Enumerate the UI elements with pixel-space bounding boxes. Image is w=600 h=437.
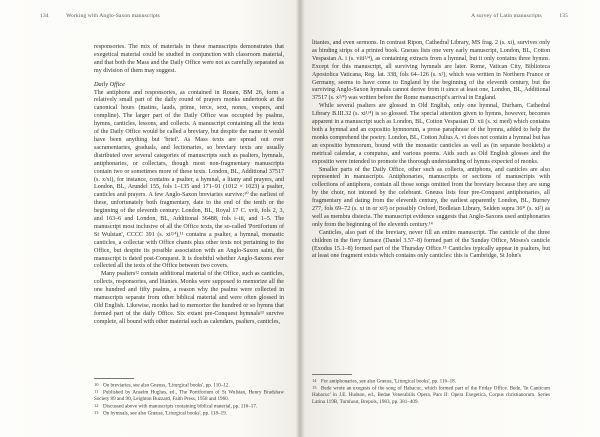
section-heading-daily-office: Daily Office [94, 80, 125, 88]
footnote-11: 11 Published by Anselm Hughes, ed., The Portiforium of St Wulstan, Henry Bradshaw Society 89 and 90, Leighton Buzzard, Faith Press, 1958 and 1960. [94, 389, 284, 403]
left-paragraph-3: Many psalters¹² contain additional material of the Office, such as canticles, collects, responsories, and litanies. Monks were supposed to memorize all the one hundred and fifty psalms, a reason why the psalms were collected in manuscripts separate from other biblical material and were often glossed in Old English. Likewise, monks had to memorize the hundred or so hymns that formed part of the daily Office. Six extant pre-Conquest hymnals¹³ survive complete, all bound with other material such as calendars, psalters, canticles, [94, 271, 284, 325]
footnote-rule [94, 378, 134, 379]
footnote-14: 14 For antiphonaries, see also Gneuss, 'Liturgical books', pp. 116–18. [312, 378, 456, 385]
right-paragraph-1: litanies, and even sermons. In contrast Ripon, Cathedral Library, MS frag. 2 (s. xi), survives only as binding strips of a printed book. Gneuss lists one very early manuscript, London, BL, Cotton Vespasian A. i (s. viii²/⁴), as containing extracts from a hymnal, but it only contains three hymns. Except for this manuscript, all surviving hymnals are later. Rome, Vatican City, Biblioteca Apostolica Vaticana, Reg. lat. 338, fols 64–126 (s. x²), which was written in Northern France or Germany, seems to have come to England by the beginning of the eleventh century, but the surviving Anglo-Saxon hymnals cannot derive from it since at least one, London, BL, Additional 37517 (s. x²/⁴) was written before the Rome manuscript's arrival in England. [312, 40, 550, 102]
right-footnotes [312, 374, 550, 405]
right-paragraph-4: Canticles, also part of the breviary, never fill an entire manuscript. The canticle of the three children in the fiery furnace (Daniel 3.57–8) formed part of the Sunday Office, Moses's canticle (Exodus 15.1–8) formed part of the Thursday Office.¹⁵ Canticles typically appear in psalters, but at least one fragment exists which contains only canticles: this is Cambridge, St John's [312, 229, 550, 260]
right-body-text [312, 40, 550, 261]
left-running-head [40, 13, 160, 19]
right-running-head [471, 13, 568, 19]
right-paragraph-2: While several psalters are glossed in Old English, only one hymnal, Durham, Cathedral Library B.III.32 (s. xi¹/⁴) is so glossed. The special attention given to hymns, however, becomes apparent in a manuscript such as London, BL, Cotton Vespasian D. xii (s. xi med) which contains both a hymnal and an expositio hymnorum, a prose paraphrase of the hymns, added to help the monks comprehend the poetry. London, BL, Cotton Julius A. vi does not contain a hymnal but has an expositio hymnorum, bound with the monastic canticles as well as (in separate booklets) a metrical calendar, a computus, and various poems. Aids such as Old English glosses and the expositio were intended to promote the thorough understanding of hymns expected of monks. [312, 103, 550, 165]
footnote-12: 12 Discussed above with manuscripts containing biblical material, pp. 116–17. [94, 402, 258, 410]
footnote-13: 13 On hymnals, see also Gneuss, 'Liturgical books', pp. 118–19. [94, 409, 227, 417]
left-footnotes [94, 378, 284, 417]
left-body-text [94, 44, 284, 327]
right-paragraph-3: Smaller parts of the Daily Office, other such as collects, antiphons, and canticles are also represented in manuscripts. Antiphonaries, manuscripts or sections of manuscripts with collections of antiphons, contain all those songs omitted from the breviary because they are sung by the choir, not intoned by the celebrant. Gneuss lists four pre-Conquest antiphonaries, all fragmentary and dating from the eleventh century, the earliest apparently London, BL, Burney 277, fols 69–72 (s. xi in or xi²) or possibly Oxford, Bodleian Library, Selden supra 36* (s. xi²) as well as membra disiecta. The manuscript evidence suggests that Anglo-Saxons used antiphonaries only from the beginning of the eleventh century.¹⁴ [312, 166, 550, 228]
left-page-number: 134 [40, 13, 49, 19]
right-page-number: 135 [559, 13, 568, 19]
footnote-10: 10 On breviaries, see also Gneuss, 'Liturgical books', pp. 110–12. [94, 382, 230, 389]
left-running-title: Working with Anglo-Saxon manuscripts [66, 13, 160, 19]
right-running-title: A survey of Latin manuscripts [471, 13, 542, 19]
left-paragraph-1: responsories. The mix of materials in these manuscripts demonstrates that exegetical material could be studied in conjunction with classroom material, and that both the Mass and the Daily Office were not as carefully separated as my division of them may suggest. [94, 44, 284, 74]
footnote-15: 15 Bede wrote an exegesis of the song of Habacuc, which formed part of the Friday Office. Bede, 'In Canticum Habacuc' in J.E. Hudson, ed., Bedae Venerabilis Opera, Pars II: Opera Exegetica, Corpus christianorum. Series Latina 119B, Turnhout, Brepols, 1983, pp. 381–409. [312, 385, 550, 405]
left-paragraph-2: The antiphons and responsories, as contained in Rouen, BM 26, form a relatively small part of the daily round of prayers monks undertook at the canonical hours (matins, lauds, prime, terce, sext, nones, vespers, and compline). The larger part of the Daily Office was occupied by psalms, hymns, canticles, lessons, and collects. A manuscript containing all the texts of the Daily Office would be called a breviary, but despite the name it would have been anything but 'brief'. As Mass texts are spread out over sacramentaries, graduals, and lectionaries, so breviary texts are usually distributed over several categories of manuscripts such as psalters, hymnals, antiphonaries, or collectars, though most non-fragmentary manuscripts contain two or sometimes more of these texts. London, BL, Additional 37517 (s. x/xi), for instance, contains a psalter, a hymnal, a litany and prayers, and London, BL, Arundel 155, fols 1–135 and 171–91 (1012 × 1023) a psalter, canticles and prayers. A few Anglo-Saxon breviaries survive;¹⁰ the earliest of these, unfortunately both fragmentary, date to the end of the tenth or the beginning of the eleventh century: London, BL, Royal 17 C. xvii, fols 2, 3, and 163–6 and London, BL, Additional 36488, fols i–iii, and 1–5. The manuscript most inclusive of all the Office texts, the so-called 'Portiforium of St Wulstan', CCCC 391 (s. xi²/⁴),¹¹ contains a psalter, a hymnal, monastic canticles, a collectar with Office chants plus other texts not pertaining to the Office, but despite its possible association with an Anglo-Saxon saint, the manuscript is dated post-Conquest. It is doubtful whether Anglo-Saxons ever collected all the texts of the Office between two covers. [94, 89, 284, 270]
footnote-rule [312, 374, 352, 375]
right-page [300, 0, 600, 437]
